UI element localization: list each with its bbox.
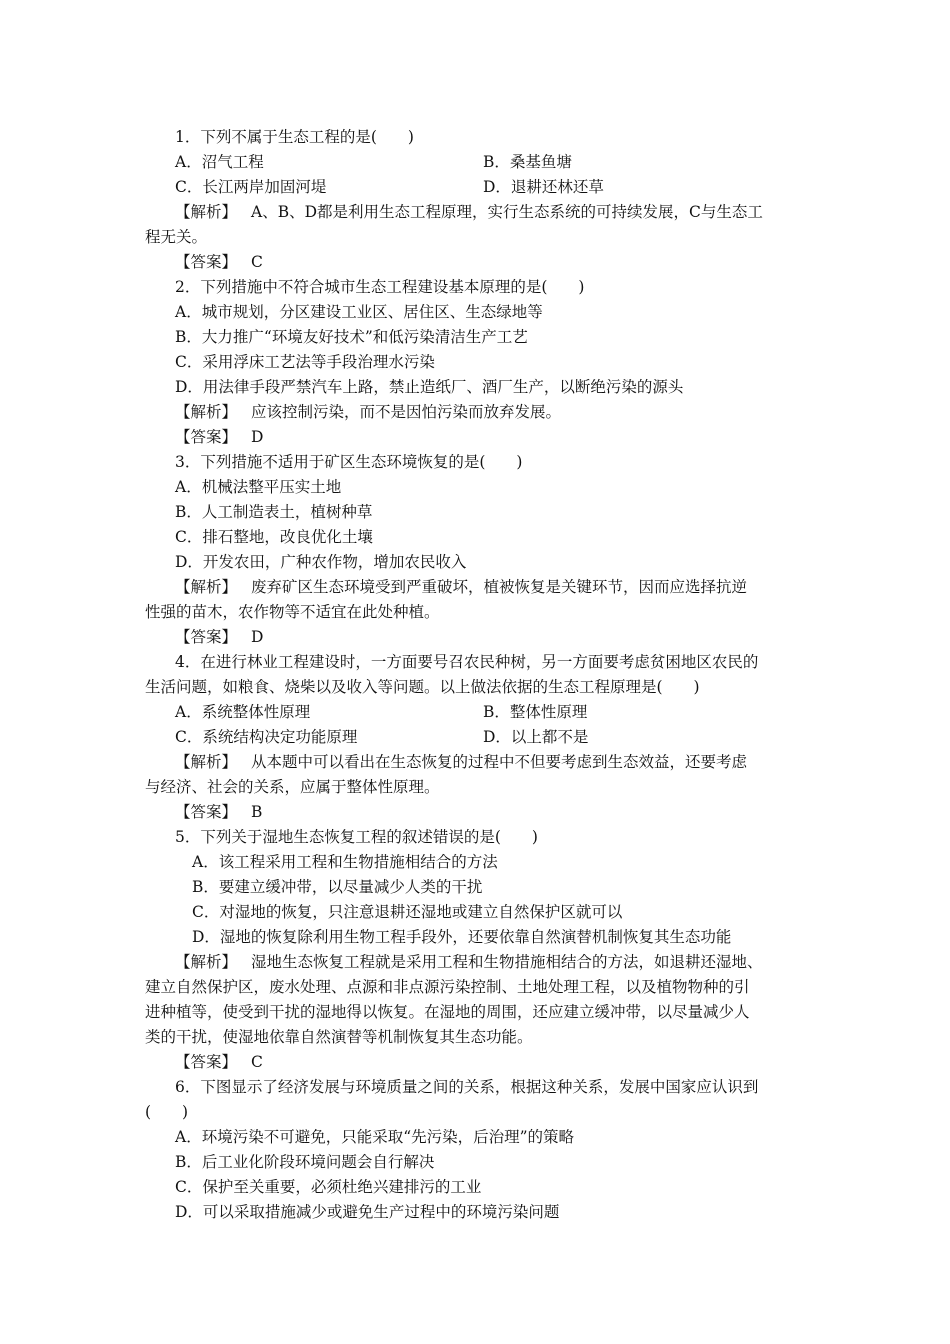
analysis-label: 【解析】 (175, 403, 238, 421)
answer-label: 【答案】 (175, 428, 238, 446)
question-3-analysis (145, 575, 815, 600)
option-d: D．可以采取措施减少或避免生产过程中的环境污染问题 (175, 1203, 560, 1221)
question-1-stem: 1．下列不属于生态工程的是( ) (175, 128, 414, 146)
question-4-analysis (145, 750, 815, 775)
option-d: D．退耕还林还草 (483, 178, 604, 196)
analysis-text: 废弃矿区生态环境受到严重破坏，植被恢复是关键环节，因而应选择抗逆 (251, 578, 748, 596)
option-d: D．用法律手段严禁汽车上路，禁止造纸厂、酒厂生产，以断绝污染的源头 (175, 378, 684, 396)
option-c: C．对湿地的恢复，只注意退耕还湿地或建立自然保护区就可以 (192, 903, 623, 921)
answer-label: 【答案】 (175, 1053, 238, 1071)
question-1-analysis (145, 200, 815, 225)
question-5-analysis-cont-2: 进种植等，使受到干扰的湿地得以恢复。在湿地的周围，还应建立缓冲带，以尽量减少人 (145, 1003, 750, 1021)
question-4-options-row-1 (145, 700, 815, 725)
question-3-stem: 3．下列措施不适用于矿区生态环境恢复的是( ) (175, 453, 523, 471)
question-4-analysis-cont: 与经济、社会的关系，应属于整体性原理。 (145, 778, 440, 796)
option-d: D．以上都不是 (483, 728, 589, 746)
analysis-label: 【解析】 (175, 753, 238, 771)
answer-label: 【答案】 (175, 803, 238, 821)
question-1-options-row-2 (145, 175, 815, 200)
analysis-text: 湿地生态恢复工程就是采用工程和生物措施相结合的方法，如退耕还湿地、 (251, 953, 763, 971)
question-2-stem: 2．下列措施中不符合城市生态工程建设基本原理的是( ) (175, 278, 585, 296)
option-c: C．长江两岸加固河堤 (175, 178, 327, 196)
question-4-stem-cont: 生活问题，如粮食、烧柴以及收入等问题。以上做法依据的生态工程原理是( ) (145, 678, 700, 696)
option-d: D．开发农田，广种农作物，增加农民收入 (175, 553, 467, 571)
question-1-options-row-1 (145, 150, 815, 175)
analysis-label: 【解析】 (175, 578, 238, 596)
option-b: B．大力推广“环境友好技术”和低污染清洁生产工艺 (175, 328, 528, 346)
answer-value: B (251, 803, 263, 821)
answer-value: C (251, 253, 263, 271)
analysis-text: 从本题中可以看出在生态恢复的过程中不但要考虑到生态效益，还要考虑 (251, 753, 748, 771)
option-b: B．桑基鱼塘 (483, 153, 572, 171)
question-4-stem: 4．在进行林业工程建设时，一方面要号召农民种树，另一方面要考虑贫困地区农民的 (175, 653, 759, 671)
question-5-analysis-cont-1: 建立自然保护区，废水处理、点源和非点源污染控制、土地处理工程，以及植物物种的引 (145, 978, 750, 996)
answer-value: D (251, 428, 264, 446)
question-6-stem-cont: ( ) (145, 1103, 189, 1121)
option-a: A．机械法整平压实土地 (175, 478, 342, 496)
question-3-answer (145, 625, 815, 650)
option-b: B．要建立缓冲带，以尽量减少人类的干扰 (192, 878, 483, 896)
question-2-answer (145, 425, 815, 450)
question-6-stem: 6．下图显示了经济发展与环境质量之间的关系，根据这种关系，发展中国家应认识到 (175, 1078, 759, 1096)
analysis-text: 应该控制污染，而不是因怕污染而放弃发展。 (251, 403, 562, 421)
analysis-text: A、B、D都是利用生态工程原理，实行生态系统的可持续发展，C与生态工 (251, 203, 763, 221)
question-2-analysis (145, 400, 815, 425)
answer-label: 【答案】 (175, 253, 238, 271)
analysis-label: 【解析】 (175, 203, 238, 221)
option-a: A．沼气工程 (175, 153, 264, 171)
question-5-analysis-cont-3: 类的干扰，使湿地依靠自然演替等机制恢复其生态功能。 (145, 1028, 533, 1046)
answer-value: C (251, 1053, 263, 1071)
option-c: C．采用浮床工艺法等手段治理水污染 (175, 353, 435, 371)
option-a: A．城市规划，分区建设工业区、居住区、生态绿地等 (175, 303, 543, 321)
question-4-options-row-2 (145, 725, 815, 750)
option-b: B．整体性原理 (483, 703, 588, 721)
option-a: A．系统整体性原理 (175, 703, 311, 721)
option-c: C．排石整地，改良优化土壤 (175, 528, 373, 546)
question-5-answer (145, 1050, 815, 1075)
answer-label: 【答案】 (175, 628, 238, 646)
question-3-analysis-cont: 性强的苗木，农作物等不适宜在此处种植。 (145, 603, 440, 621)
option-b: B．人工制造表土，植树种草 (175, 503, 373, 521)
analysis-label: 【解析】 (175, 953, 238, 971)
question-4-answer (145, 800, 815, 825)
question-list (145, 125, 815, 1225)
question-1-answer (145, 250, 815, 275)
question-5-analysis (145, 950, 815, 975)
option-c: C．保护至关重要，必须杜绝兴建排污的工业 (175, 1178, 482, 1196)
question-1-analysis-cont: 程无关。 (145, 228, 208, 246)
answer-value: D (251, 628, 264, 646)
option-d: D．湿地的恢复除利用生物工程手段外，还要依靠自然演替机制恢复其生态功能 (192, 928, 732, 946)
option-b: B．后工业化阶段环境问题会自行解决 (175, 1153, 435, 1171)
question-5-stem: 5．下列关于湿地生态恢复工程的叙述错误的是( ) (175, 828, 538, 846)
option-c: C．系统结构决定功能原理 (175, 728, 358, 746)
option-a: A．该工程采用工程和生物措施相结合的方法 (192, 853, 498, 871)
option-a: A．环境污染不可避免，只能采取“先污染，后治理”的策略 (175, 1128, 575, 1146)
